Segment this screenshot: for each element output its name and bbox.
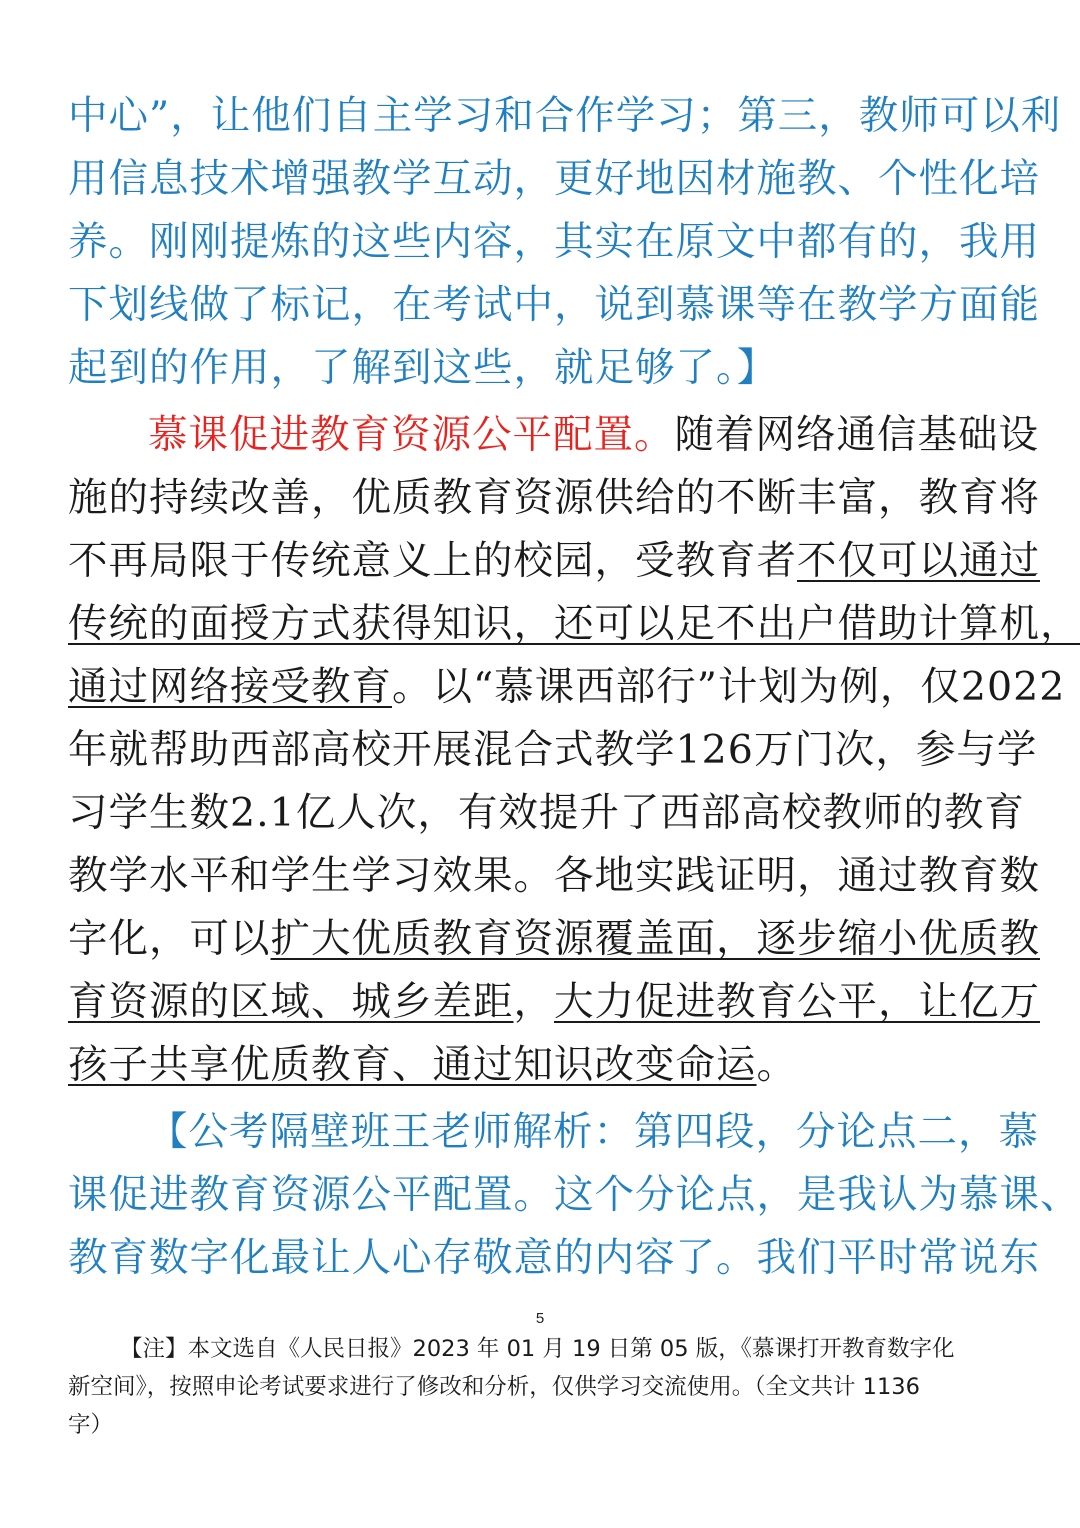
text-span: 字化，可以 <box>68 916 271 962</box>
text-line: 起到的作用，了解到这些，就足够了。】 <box>68 345 778 391</box>
text-span: 不再局限于传统意义上的校园，受教育者 <box>68 538 797 584</box>
underlined-text: 通过网络接受教育 <box>68 664 392 710</box>
analysis-paragraph-2 <box>68 1101 1080 1290</box>
text-line: 课促进教育资源公平配置。这个分论点，是我认为慕课、 <box>68 1172 1080 1218</box>
text-line <box>68 971 1040 1034</box>
underlined-text: 不仅可以通过 <box>797 538 1040 584</box>
text-line: 年就帮助西部高校开展混合式教学126万门次，参与学 <box>68 727 1038 773</box>
underlined-text: 孩子共享优质教育、通过知识改变命运 <box>68 1042 757 1088</box>
text-line <box>68 1034 1018 1097</box>
text-line: 养。刚刚提炼的这些内容，其实在原文中都有的，我用 <box>68 219 1040 265</box>
text-line: 习学生数2.1亿人次，有效提升了西部高校教师的教育 <box>68 790 1025 836</box>
text-line: 下划线做了标记，在考试中，说到慕课等在教学方面能 <box>68 282 1040 328</box>
footnote-line: 字） <box>68 1412 114 1438</box>
footnote <box>68 1330 1018 1444</box>
footnote-line: 【注】本文选自《人民日报》2023 年 01 月 19 日第 05 版，《慕课打开教育数字化 <box>120 1336 955 1362</box>
text-line: 【公考隔壁班王老师解析：第四段，分论点二，慕 <box>148 1109 1039 1155</box>
text-line <box>68 404 1039 467</box>
body-paragraph <box>68 404 1080 1097</box>
text-line <box>68 593 1080 656</box>
underlined-text: 育资源的区域、城乡差距 <box>68 979 514 1025</box>
underlined-text: 传统的面授方式获得知识，还可以足不出户借助计算机， <box>68 601 1080 647</box>
footnote-line: 新空间》，按照申论考试要求进行了修改和分析，仅供学习交流使用。（全文共计 1136 <box>68 1374 920 1400</box>
text-span: 随着网络通信基础设 <box>674 412 1039 458</box>
text-span: 。以“慕课西部行”计划为例，仅2022 <box>392 664 1066 710</box>
sub-argument-heading: 慕课促进教育资源公平配置。 <box>148 412 675 458</box>
text-line: 教学水平和学生学习效果。各地实践证明，通过教育数 <box>68 853 1040 899</box>
page-number: 5 <box>535 1310 545 1327</box>
text-span: 。 <box>756 1042 797 1088</box>
text-line <box>68 656 1066 719</box>
text-line: 用信息技术增强教学互动，更好地因材施教、个性化培 <box>68 156 1040 202</box>
text-line <box>68 908 1040 971</box>
underlined-text: 大力促进教育公平，让亿万 <box>554 979 1040 1025</box>
text-line: 教育数字化最让人心存敬意的内容了。我们平时常说东 <box>68 1235 1040 1281</box>
underlined-text: 扩大优质教育资源覆盖面，逐步缩小优质教 <box>270 916 1040 962</box>
text-span: ， <box>513 979 554 1025</box>
text-line: 中心”，让他们自主学习和合作学习；第三，教师可以利 <box>68 93 1062 139</box>
text-line <box>68 530 1040 593</box>
text-line: 施的持续改善，优质教育资源供给的不断丰富，教育将 <box>68 475 1040 521</box>
analysis-paragraph-1 <box>68 85 1062 400</box>
